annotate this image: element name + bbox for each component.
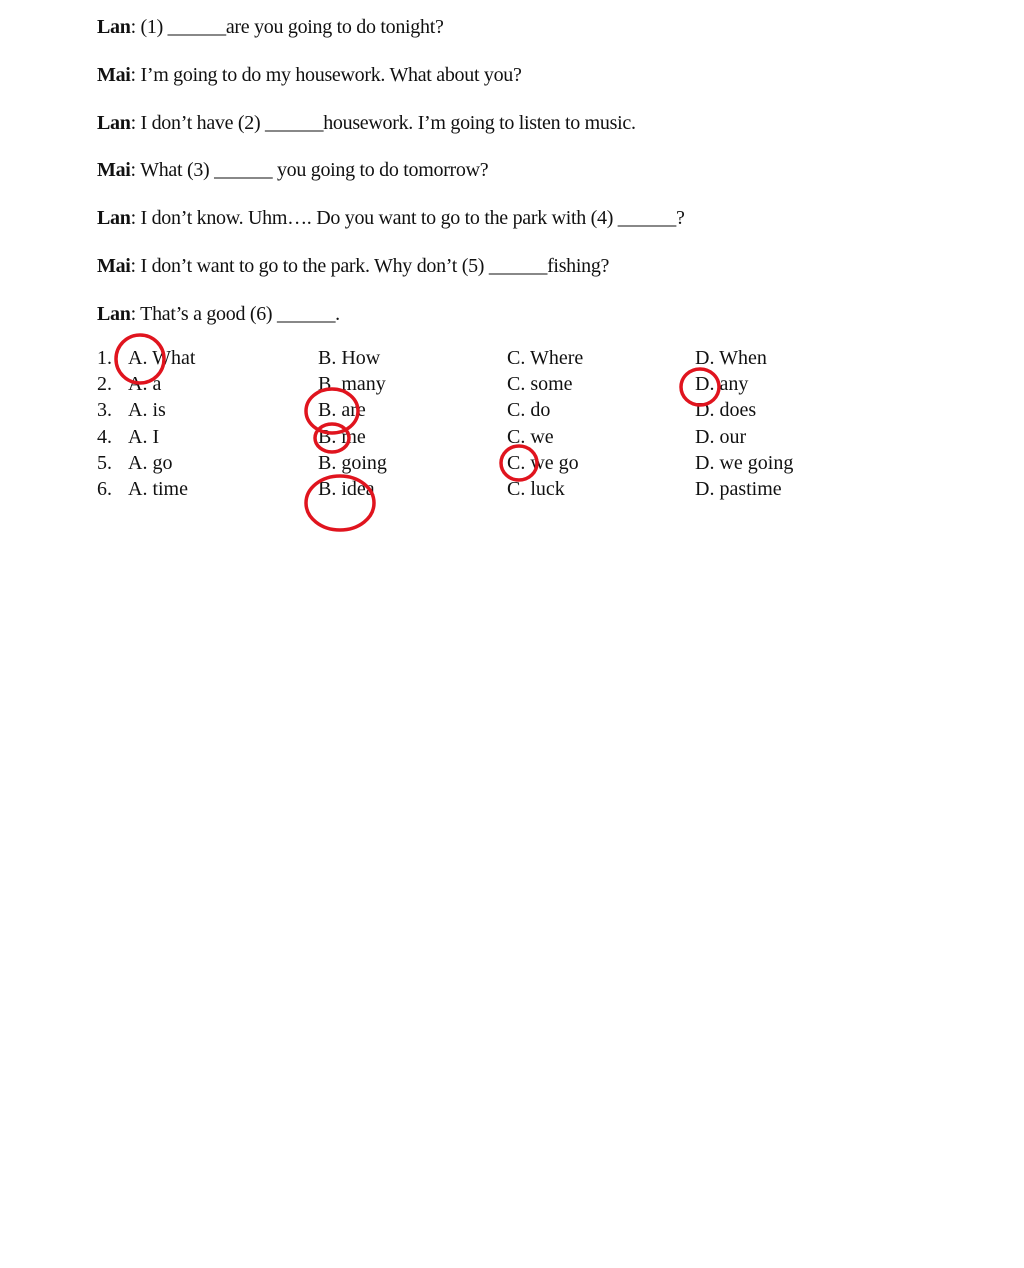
speaker-name: Lan — [97, 302, 131, 325]
dialogue-line-7 — [97, 297, 977, 345]
dialogue-text: : I don’t know. Uhm…. Do you want to go to the park with (4) ______? — [130, 207, 685, 230]
option-a: A. time — [128, 477, 188, 500]
option-d: D. does — [695, 399, 757, 422]
option-d: D. pastime — [695, 477, 782, 500]
option-a: A. I — [128, 425, 160, 448]
dialogue-text: : I don’t have (2) ______housework. I’m going to listen to music. — [130, 111, 636, 134]
option-c: C. do — [507, 399, 551, 422]
option-d: D. we going — [695, 451, 794, 474]
dialogue-line-1 — [97, 10, 977, 58]
option-b: B. idea — [318, 477, 375, 500]
option-b: B. many — [318, 373, 386, 396]
dialogue-text: : (1) ______are you going to do tonight? — [130, 16, 444, 38]
option-c: C. we — [507, 425, 554, 448]
dialogue-text: : That’s a good (6) ______. — [130, 302, 340, 325]
option-row — [97, 397, 897, 423]
option-c: C. luck — [507, 477, 565, 500]
speaker-name: Lan — [97, 111, 131, 134]
option-b: B. are — [318, 399, 366, 422]
speaker-name: Mai — [97, 159, 131, 182]
option-d: D. When — [695, 347, 767, 369]
option-a: A. is — [128, 399, 166, 422]
speaker-name: Mai — [97, 63, 131, 86]
option-c: C. some — [507, 373, 573, 396]
option-row — [97, 476, 897, 502]
dialogue-text: : What (3) ______ you going to do tomorrow? — [130, 159, 489, 182]
question-number: 4. — [97, 425, 112, 448]
option-row — [97, 450, 897, 476]
option-b: B. going — [318, 451, 387, 474]
option-d: D. our — [695, 425, 747, 448]
option-a: A. What — [128, 347, 196, 369]
option-c: C. Where — [507, 347, 584, 369]
option-c: C. we go — [507, 451, 579, 474]
dialogue-text: : I’m going to do my housework. What about you? — [130, 63, 522, 86]
dialogue-line-4 — [97, 153, 977, 201]
question-number: 3. — [97, 399, 112, 422]
question-number: 1. — [97, 347, 112, 369]
option-a: A. go — [128, 451, 173, 474]
option-a: A. a — [128, 373, 162, 396]
dialogue-line-2 — [97, 58, 977, 106]
option-b: B. How — [318, 347, 381, 369]
option-row — [97, 424, 897, 450]
answer-options — [97, 345, 897, 502]
dialogue-text: : I don’t want to go to the park. Why don’t (5) ______fishing? — [130, 254, 610, 277]
question-number: 2. — [97, 373, 112, 396]
option-b: B. me — [318, 425, 366, 448]
option-row — [97, 371, 897, 397]
question-number: 6. — [97, 477, 112, 500]
speaker-name: Mai — [97, 254, 131, 277]
dialogue-line-6 — [97, 249, 977, 297]
speaker-name: Lan — [97, 207, 131, 230]
dialogue — [97, 10, 977, 345]
speaker-name: Lan — [97, 16, 131, 38]
dialogue-line-5 — [97, 201, 977, 249]
option-d: D. any — [695, 373, 749, 396]
dialogue-line-3 — [97, 106, 977, 154]
question-number: 5. — [97, 451, 112, 474]
option-row — [97, 345, 897, 371]
